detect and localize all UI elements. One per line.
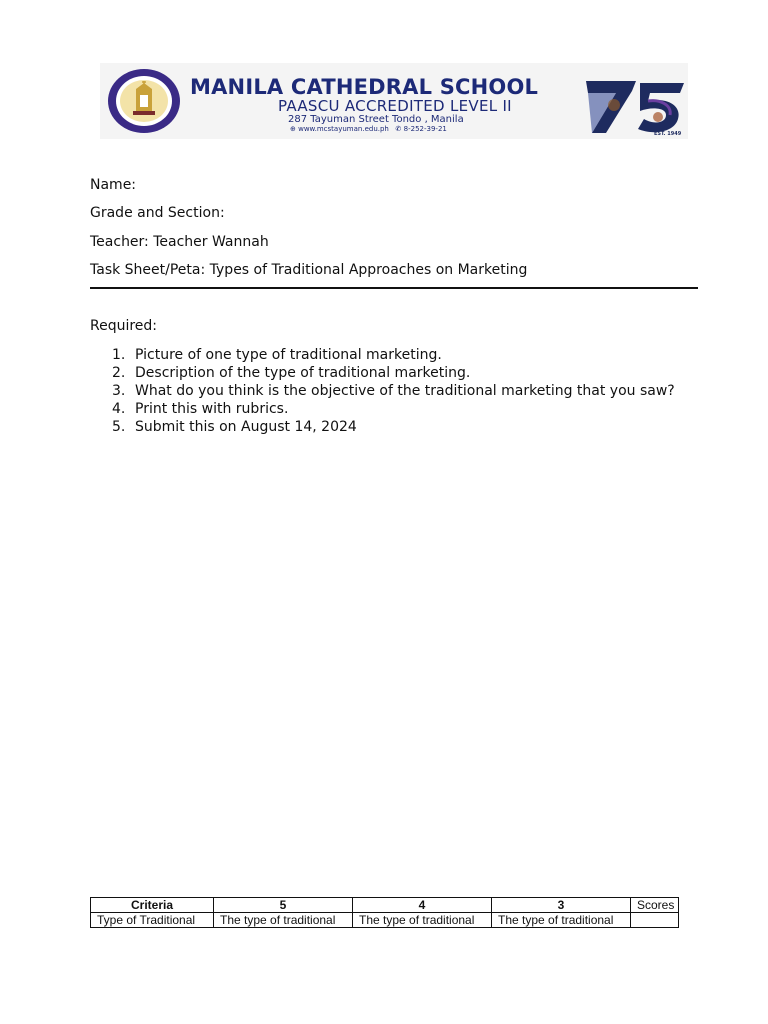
list-item: 2. Description of the type of traditional marketing. — [112, 365, 471, 381]
rubric-cell-4: The type of traditional — [353, 913, 492, 928]
rubric-header-3: 3 — [492, 898, 631, 913]
rubric-header-4: 4 — [353, 898, 492, 913]
requirements-list — [112, 346, 675, 436]
school-contact — [290, 125, 447, 133]
school-website: www.mcstayuman.edu.ph — [298, 125, 389, 133]
accreditation-text: PAASCU ACCREDITED LEVEL II — [278, 97, 512, 115]
phone-icon: ✆ — [395, 125, 402, 133]
rubric-cell-5: The type of traditional — [214, 913, 353, 928]
rubric-header-5: 5 — [214, 898, 353, 913]
teacher-line: Teacher: Teacher Wannah — [90, 234, 269, 250]
required-label: Required: — [90, 318, 158, 334]
name-label: Name: — [90, 177, 137, 193]
table-row — [91, 913, 679, 928]
list-item: 4. Print this with rubrics. — [112, 401, 289, 417]
school-address: 287 Tayuman Street Tondo , Manila — [288, 114, 464, 125]
rubric-header-criteria: Criteria — [91, 898, 214, 913]
75th-anniversary-logo-icon — [584, 71, 688, 137]
rubric-header-row — [91, 898, 679, 913]
section-divider — [90, 287, 698, 289]
grade-section-label: Grade and Section: — [90, 205, 225, 221]
task-sheet-line: Task Sheet/Peta: Types of Traditional Approaches on Marketing — [90, 262, 528, 278]
rubric-cell-3: The type of traditional — [492, 913, 631, 928]
school-phone: 8-252-39-21 — [403, 125, 447, 133]
rubric-table — [90, 897, 679, 928]
school-seal-icon — [106, 67, 182, 135]
rubric-cell-score — [631, 913, 679, 928]
school-name: MANILA CATHEDRAL SCHOOL — [190, 75, 539, 99]
rubric-header-scores: Scores — [631, 898, 679, 913]
list-item: 1. Picture of one type of traditional marketing. — [112, 347, 442, 363]
rubric-cell-criteria: Type of Traditional — [91, 913, 214, 928]
anniversary-est: EST. 1949 — [654, 131, 682, 137]
list-item: 3. What do you think is the objective of the traditional marketing that you saw? — [112, 383, 675, 399]
globe-icon: ⊕ — [290, 125, 296, 133]
school-header-banner — [100, 63, 688, 139]
list-item: 5. Submit this on August 14, 2024 — [112, 419, 357, 435]
